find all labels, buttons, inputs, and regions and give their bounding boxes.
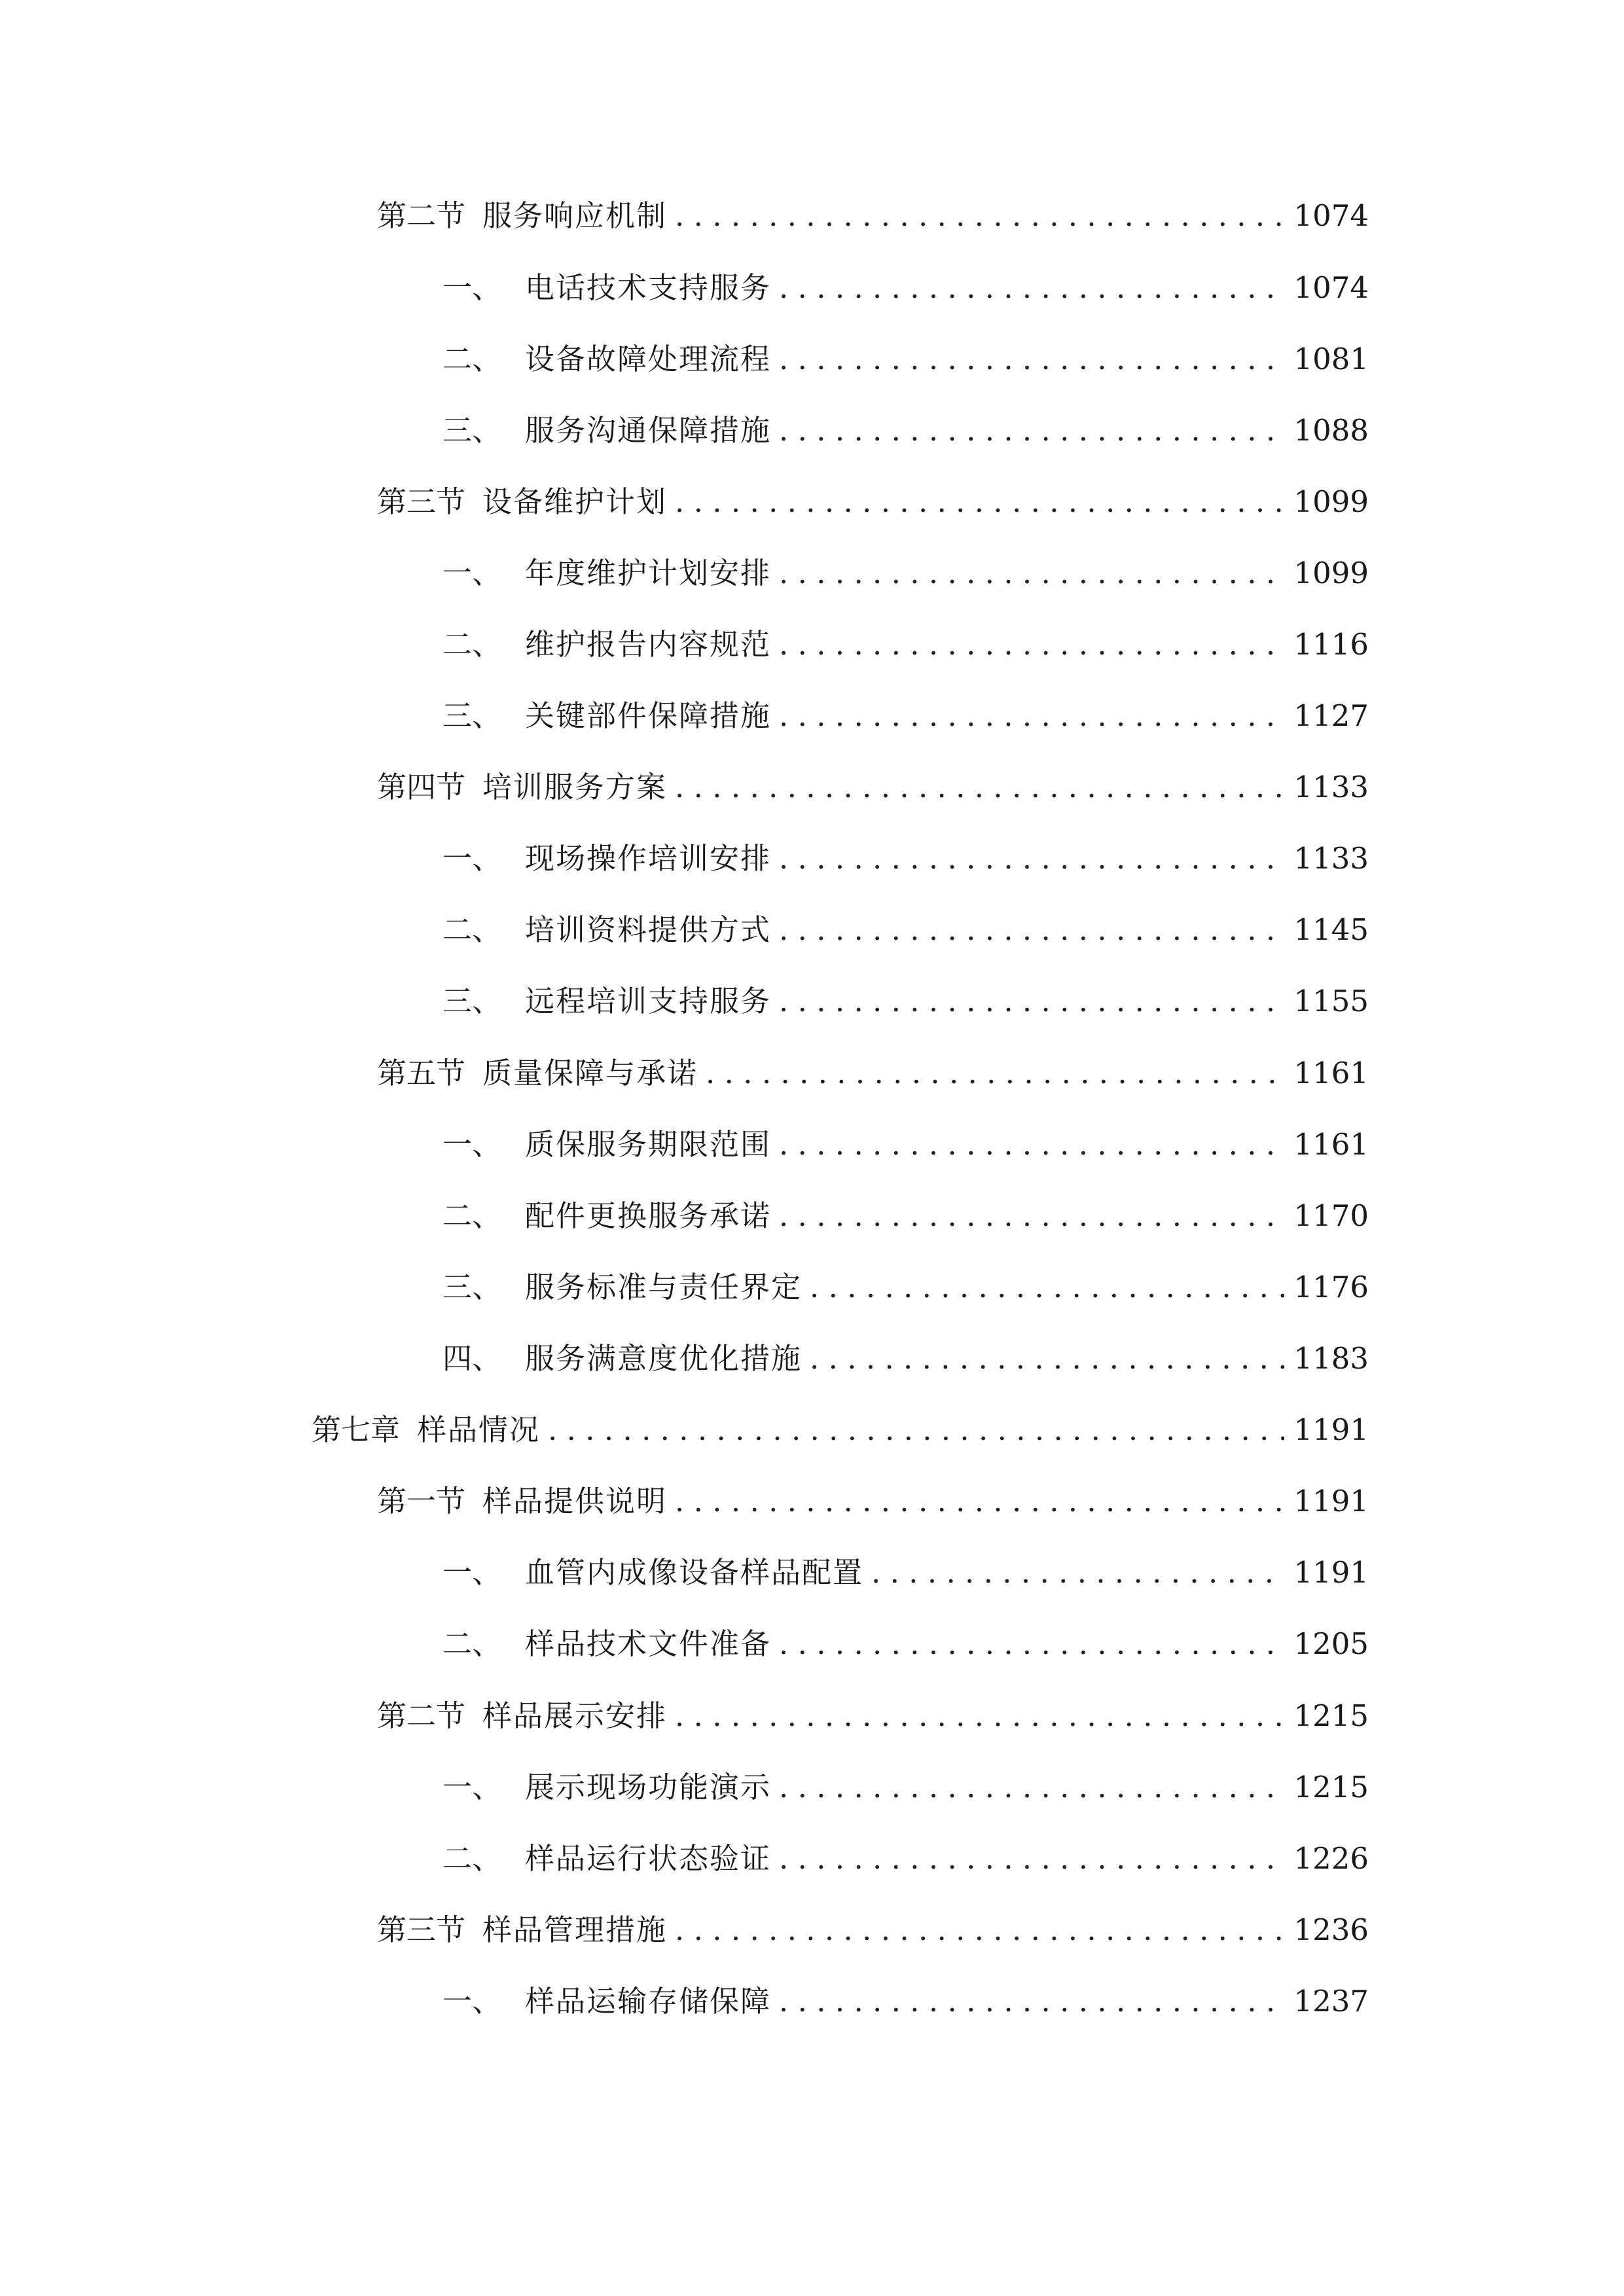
toc-entry[interactable] <box>442 1624 1369 1664</box>
toc-title: 服务标准与责任界定 <box>525 1270 803 1304</box>
toc-title: 质保服务期限范围 <box>525 1127 772 1162</box>
toc-title: 样品技术文件准备 <box>525 1626 772 1661</box>
toc-marker: 二、 <box>442 627 502 662</box>
toc-title: 样品提供说明 <box>482 1484 668 1518</box>
dot-leader <box>779 839 1284 878</box>
toc-entry[interactable] <box>442 1125 1369 1164</box>
toc-marker: 一、 <box>442 1984 502 2018</box>
toc-page-number: 1099 <box>1293 484 1369 519</box>
toc-marker: 第二节 <box>377 1698 466 1733</box>
toc-marker: 第三节 <box>377 484 466 519</box>
dot-leader <box>675 1482 1284 1521</box>
toc-entry[interactable] <box>442 268 1369 308</box>
toc-title: 设备维护计划 <box>482 484 668 519</box>
toc-entry[interactable] <box>312 1410 1369 1450</box>
toc-page-number: 1161 <box>1293 1127 1369 1162</box>
toc-page-number: 1161 <box>1293 1056 1369 1090</box>
toc-page-number: 1099 <box>1293 556 1369 590</box>
toc-title: 样品运行状态验证 <box>525 1841 772 1876</box>
toc-marker: 一、 <box>442 841 502 876</box>
toc-title: 设备故障处理流程 <box>525 342 772 376</box>
dot-leader <box>779 625 1284 664</box>
toc-entry[interactable] <box>377 482 1369 522</box>
toc-title: 年度维护计划安排 <box>525 556 772 590</box>
toc-marker: 一、 <box>442 1127 502 1162</box>
toc-page-number: 1183 <box>1293 1341 1369 1376</box>
toc-page-number: 1081 <box>1293 342 1369 376</box>
toc-title: 样品展示安排 <box>482 1698 668 1733</box>
toc-page-number: 1237 <box>1293 1984 1369 2018</box>
dot-leader <box>779 1839 1284 1878</box>
toc-entry[interactable] <box>442 1196 1369 1236</box>
toc-page-number: 1236 <box>1293 1912 1369 1947</box>
toc-page-number: 1133 <box>1293 841 1369 876</box>
dot-leader <box>779 982 1284 1021</box>
toc-page-number: 1170 <box>1293 1198 1369 1233</box>
toc-title: 现场操作培训安排 <box>525 841 772 876</box>
toc-entry[interactable] <box>442 1839 1369 1878</box>
dot-leader <box>779 340 1284 379</box>
toc-marker: 一、 <box>442 556 502 590</box>
toc-entry[interactable] <box>442 1982 1369 2021</box>
toc-entry[interactable] <box>442 625 1369 664</box>
toc-entry[interactable] <box>442 554 1369 593</box>
toc-marker: 三、 <box>442 1270 502 1304</box>
toc-entry[interactable] <box>442 411 1369 450</box>
toc-entry[interactable] <box>442 1339 1369 1378</box>
toc-marker: 一、 <box>442 1555 502 1590</box>
dot-leader <box>675 768 1284 807</box>
toc-entry[interactable] <box>377 1482 1369 1521</box>
toc-title: 样品运输存储保障 <box>525 1984 772 2018</box>
dot-leader <box>779 1196 1284 1236</box>
toc-entry[interactable] <box>442 1768 1369 1807</box>
toc-page-number: 1127 <box>1293 698 1369 733</box>
toc-title: 配件更换服务承诺 <box>525 1198 772 1233</box>
toc-entry[interactable] <box>442 1553 1369 1592</box>
toc-entry[interactable] <box>377 1910 1369 1950</box>
dot-leader <box>779 1982 1284 2021</box>
toc-title: 样品管理措施 <box>482 1912 668 1947</box>
toc-title: 关键部件保障措施 <box>525 698 772 733</box>
toc-page-number: 1074 <box>1293 198 1369 233</box>
toc-entry[interactable] <box>377 1054 1369 1093</box>
toc-marker: 第四节 <box>377 770 466 804</box>
toc-entry[interactable] <box>442 910 1369 950</box>
toc-title: 服务满意度优化措施 <box>525 1341 803 1376</box>
toc-page-number: 1116 <box>1293 627 1369 662</box>
toc-marker: 第五节 <box>377 1056 466 1090</box>
toc-marker: 第一节 <box>377 1484 466 1518</box>
toc-title: 质量保障与承诺 <box>482 1056 698 1090</box>
dot-leader <box>779 268 1284 308</box>
toc-title: 维护报告内容规范 <box>525 627 772 662</box>
dot-leader <box>548 1410 1284 1450</box>
dot-leader <box>779 1624 1284 1664</box>
toc-marker: 二、 <box>442 1841 502 1876</box>
toc-page-number: 1088 <box>1293 413 1369 448</box>
toc-marker: 三、 <box>442 413 502 448</box>
toc-marker: 三、 <box>442 984 502 1018</box>
toc-page-number: 1205 <box>1293 1626 1369 1661</box>
dot-leader <box>779 1768 1284 1807</box>
dot-leader <box>675 482 1284 522</box>
dot-leader <box>779 554 1284 593</box>
toc-page-number: 1215 <box>1293 1698 1369 1733</box>
toc-page-number: 1191 <box>1293 1412 1369 1447</box>
toc-title: 远程培训支持服务 <box>525 984 772 1018</box>
toc-entry[interactable] <box>377 196 1369 236</box>
toc-entry[interactable] <box>442 1268 1369 1307</box>
dot-leader <box>675 1910 1284 1950</box>
toc-entry[interactable] <box>377 1696 1369 1736</box>
toc-page-number: 1191 <box>1293 1555 1369 1590</box>
toc-title: 血管内成像设备样品配置 <box>525 1555 864 1590</box>
toc-marker: 第二节 <box>377 198 466 233</box>
toc-page-number: 1145 <box>1293 912 1369 947</box>
dot-leader <box>675 1696 1284 1736</box>
dot-leader <box>871 1553 1284 1592</box>
dot-leader <box>779 910 1284 950</box>
dot-leader <box>779 696 1284 736</box>
toc-page-number: 1133 <box>1293 770 1369 804</box>
dot-leader <box>779 411 1284 450</box>
toc-title: 培训服务方案 <box>482 770 668 804</box>
toc-page-number: 1191 <box>1293 1484 1369 1518</box>
toc-entry[interactable] <box>442 696 1369 736</box>
toc-entry[interactable] <box>442 982 1369 1021</box>
toc-entry[interactable] <box>377 768 1369 807</box>
toc-marker: 二、 <box>442 1626 502 1661</box>
toc-page-number: 1226 <box>1293 1841 1369 1876</box>
toc-entry[interactable] <box>442 839 1369 878</box>
toc-marker: 二、 <box>442 912 502 947</box>
toc-marker: 四、 <box>442 1341 502 1376</box>
toc-marker: 一、 <box>442 1770 502 1804</box>
toc-title: 电话技术支持服务 <box>525 270 772 305</box>
toc-title: 展示现场功能演示 <box>525 1770 772 1804</box>
dot-leader <box>810 1339 1284 1378</box>
toc-marker: 第三节 <box>377 1912 466 1947</box>
dot-leader <box>810 1268 1284 1307</box>
toc-marker: 二、 <box>442 1198 502 1233</box>
toc-title: 培训资料提供方式 <box>525 912 772 947</box>
toc-marker: 一、 <box>442 270 502 305</box>
toc-marker: 二、 <box>442 342 502 376</box>
toc-page-number: 1215 <box>1293 1770 1369 1804</box>
toc-page-number: 1074 <box>1293 270 1369 305</box>
toc-entry[interactable] <box>442 340 1369 379</box>
dot-leader <box>706 1054 1284 1093</box>
toc-title: 服务沟通保障措施 <box>525 413 772 448</box>
toc-page-number: 1176 <box>1293 1270 1369 1304</box>
toc-title: 样品情况 <box>417 1412 541 1447</box>
dot-leader <box>675 196 1284 236</box>
toc-marker: 第七章 <box>312 1412 401 1447</box>
toc-title: 服务响应机制 <box>482 198 668 233</box>
dot-leader <box>779 1125 1284 1164</box>
toc-marker: 三、 <box>442 698 502 733</box>
toc-page-number: 1155 <box>1293 984 1369 1018</box>
